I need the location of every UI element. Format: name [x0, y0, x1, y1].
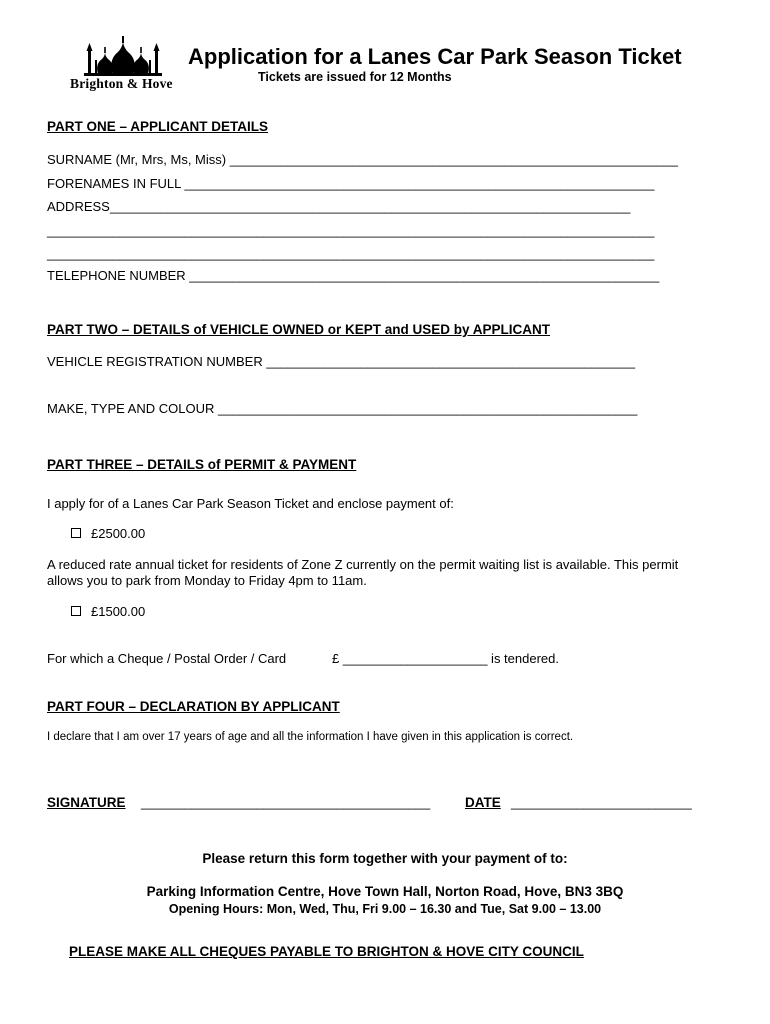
payment-amount-field[interactable]: £ ____________________ is tendered.	[332, 651, 559, 666]
address-line-2[interactable]: ____________________________________________________________________________________	[47, 223, 655, 238]
part-three-heading: PART THREE – DETAILS of PERMIT & PAYMENT	[47, 457, 357, 472]
pavilion-domes-icon	[68, 34, 184, 78]
forenames-field[interactable]: FORENAMES IN FULL _________________________________________________________________	[47, 176, 655, 191]
checkbox-1500[interactable]	[71, 606, 81, 616]
reduced-rate-text: A reduced rate annual ticket for residents of Zone Z currently on the permit waiting list is available. This permit allows you to park from Monday to Friday 4pm to 11am.	[47, 557, 679, 588]
option-1500-row[interactable]	[71, 604, 145, 619]
vehicle-registration-field[interactable]: VEHICLE REGISTRATION NUMBER ___________________________________________________	[47, 354, 636, 369]
return-address: Parking Information Centre, Hove Town Hall, Norton Road, Hove, BN3 3BQ	[146, 884, 624, 899]
signature-field[interactable]: ________________________________________	[141, 795, 431, 810]
signature-label: SIGNATURE	[47, 795, 126, 810]
payment-intro: I apply for of a Lanes Car Park Season Ticket and enclose payment of:	[47, 496, 454, 511]
part-one-heading: PART ONE – APPLICANT DETAILS	[47, 119, 269, 134]
address-line-3[interactable]: ____________________________________________________________________________________	[47, 246, 655, 261]
logo-text: Brighton & Hove	[70, 76, 173, 91]
make-type-colour-field[interactable]: MAKE, TYPE AND COLOUR __________________________________________________________	[47, 401, 638, 416]
council-logo	[68, 34, 184, 92]
option-2500-label: £2500.00	[91, 526, 146, 541]
telephone-field[interactable]: TELEPHONE NUMBER _________________________________________________________________	[47, 268, 660, 283]
part-four-heading: PART FOUR – DECLARATION BY APPLICANT	[47, 699, 340, 714]
date-label: DATE	[465, 795, 501, 810]
part-two-heading: PART TWO – DETAILS of VEHICLE OWNED or KEPT and USED by APPLICANT	[47, 322, 551, 337]
payment-method-label: For which a Cheque / Postal Order / Card	[47, 651, 287, 666]
cheques-payable-notice: PLEASE MAKE ALL CHEQUES PAYABLE TO BRIGHTON & HOVE CITY COUNCIL	[69, 944, 584, 959]
page-subtitle: Tickets are issued for 12 Months	[258, 70, 452, 84]
surname-field[interactable]: SURNAME (Mr, Mrs, Ms, Miss) ______________________________________________________________	[47, 152, 678, 167]
option-2500-row[interactable]	[71, 526, 145, 541]
return-instructions: Please return this form together with your payment of to:	[202, 851, 568, 866]
declaration-text: I declare that I am over 17 years of age and all the information I have given in this application is correct.	[47, 731, 574, 743]
option-1500-label: £1500.00	[91, 604, 146, 619]
date-field[interactable]: _________________________	[511, 795, 692, 810]
opening-hours: Opening Hours: Mon, Wed, Thu, Fri 9.00 – 16.30 and Tue, Sat 9.00 – 13.00	[168, 902, 602, 916]
address-field[interactable]: ADDRESS________________________________________________________________________	[47, 199, 631, 214]
page-title: Application for a Lanes Car Park Season Ticket	[188, 44, 682, 69]
checkbox-2500[interactable]	[71, 528, 81, 538]
